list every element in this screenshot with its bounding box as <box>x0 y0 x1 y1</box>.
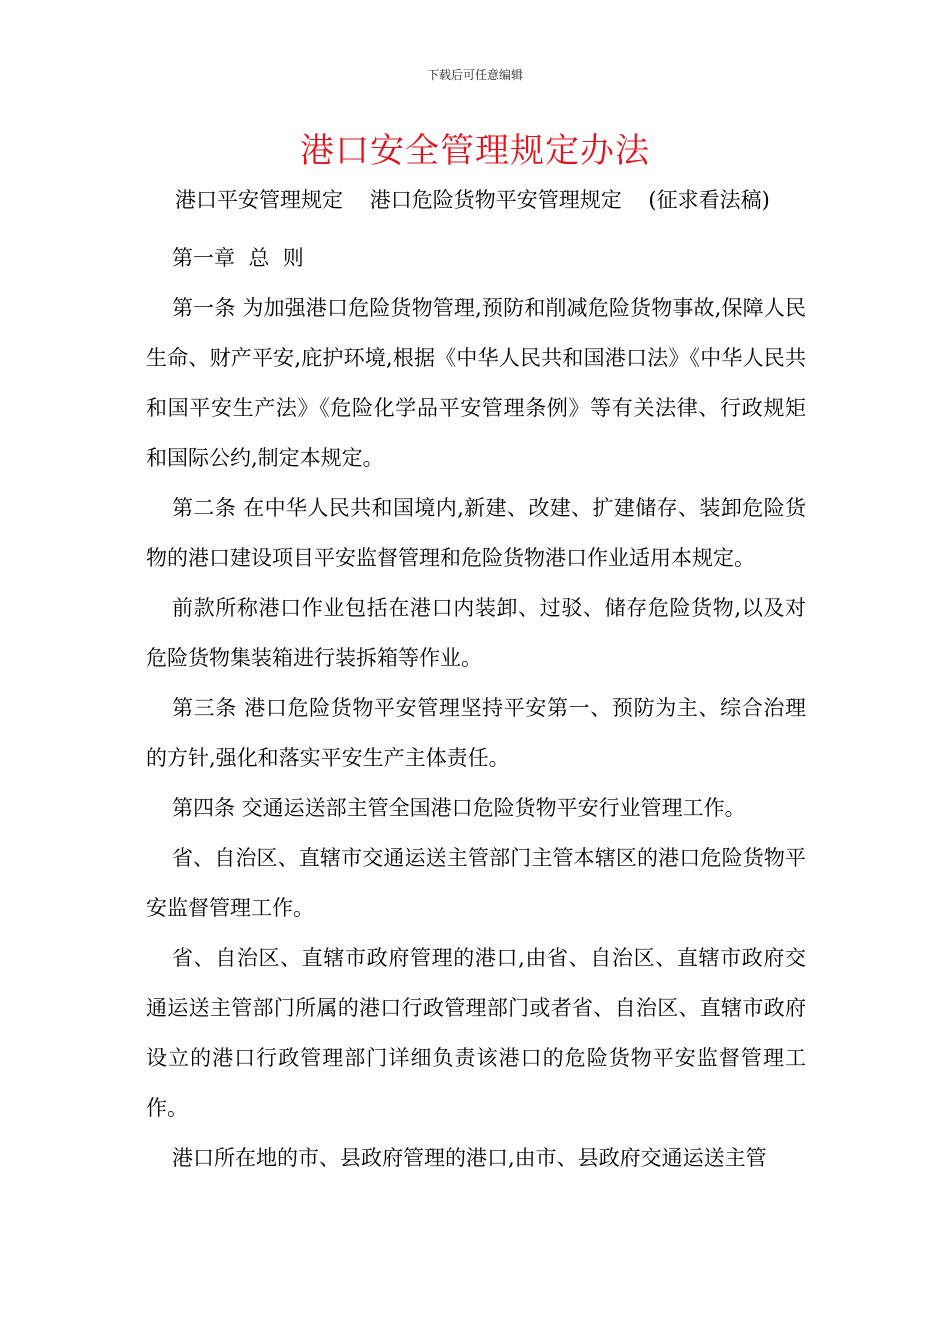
document-title: 港口安全管理规定办法 <box>300 131 650 171</box>
document-subtitle: 港口平安管理规定 港口危险货物平安管理规定 (征求看法稿) <box>175 188 770 212</box>
paragraph-article-2-note: 前款所称港口作业包括在港口内装卸、过驳、储存危险货物,以及对危险货物集装箱进行装拆箱等作业。 <box>146 596 806 670</box>
chapter-heading: 第一章 总 则 <box>172 246 304 270</box>
paragraph-article-4-city-ports: 港口所在地的市、县政府管理的港口,由市、县政府交通运送主管 <box>172 1146 767 1170</box>
paragraph-article-4-provincial-ports: 省、自治区、直辖市政府管理的港口,由省、自治区、直辖市政府交通运送主管部门所属的港口行政管理部门或者省、自治区、直辖市政府设立的港口行政管理部门详细负责该港口的危险货物平安监督管理工作。 <box>146 946 806 1120</box>
paragraph-article-2: 第二条 在中华人民共和国境内,新建、改建、扩建储存、装卸危险货物的港口建设项目平安监督管理和危险货物港口作业适用本规定。 <box>146 496 806 570</box>
header-note: 下载后可任意编辑 <box>426 68 523 82</box>
document-body <box>146 233 806 1183</box>
paragraph-article-4-provincial: 省、自治区、直辖市交通运送主管部门主管本辖区的港口危险货物平安监督管理工作。 <box>146 846 806 920</box>
paragraph-article-3: 第三条 港口危险货物平安管理坚持平安第一、预防为主、综合治理的方针,强化和落实平安生产主体责任。 <box>146 696 806 770</box>
paragraph-article-1: 第一条 为加强港口危险货物管理,预防和削减危险货物事故,保障人民生命、财产平安,庇护环境,根据《中华人民共和国港口法》《中华人民共和国平安生产法》《危险化学品平安管理条例》等有关法律、行政规矩和国际公约,制定本规定。 <box>146 296 806 470</box>
paragraph-article-4: 第四条 交通运送部主管全国港口危险货物平安行业管理工作。 <box>172 796 746 820</box>
